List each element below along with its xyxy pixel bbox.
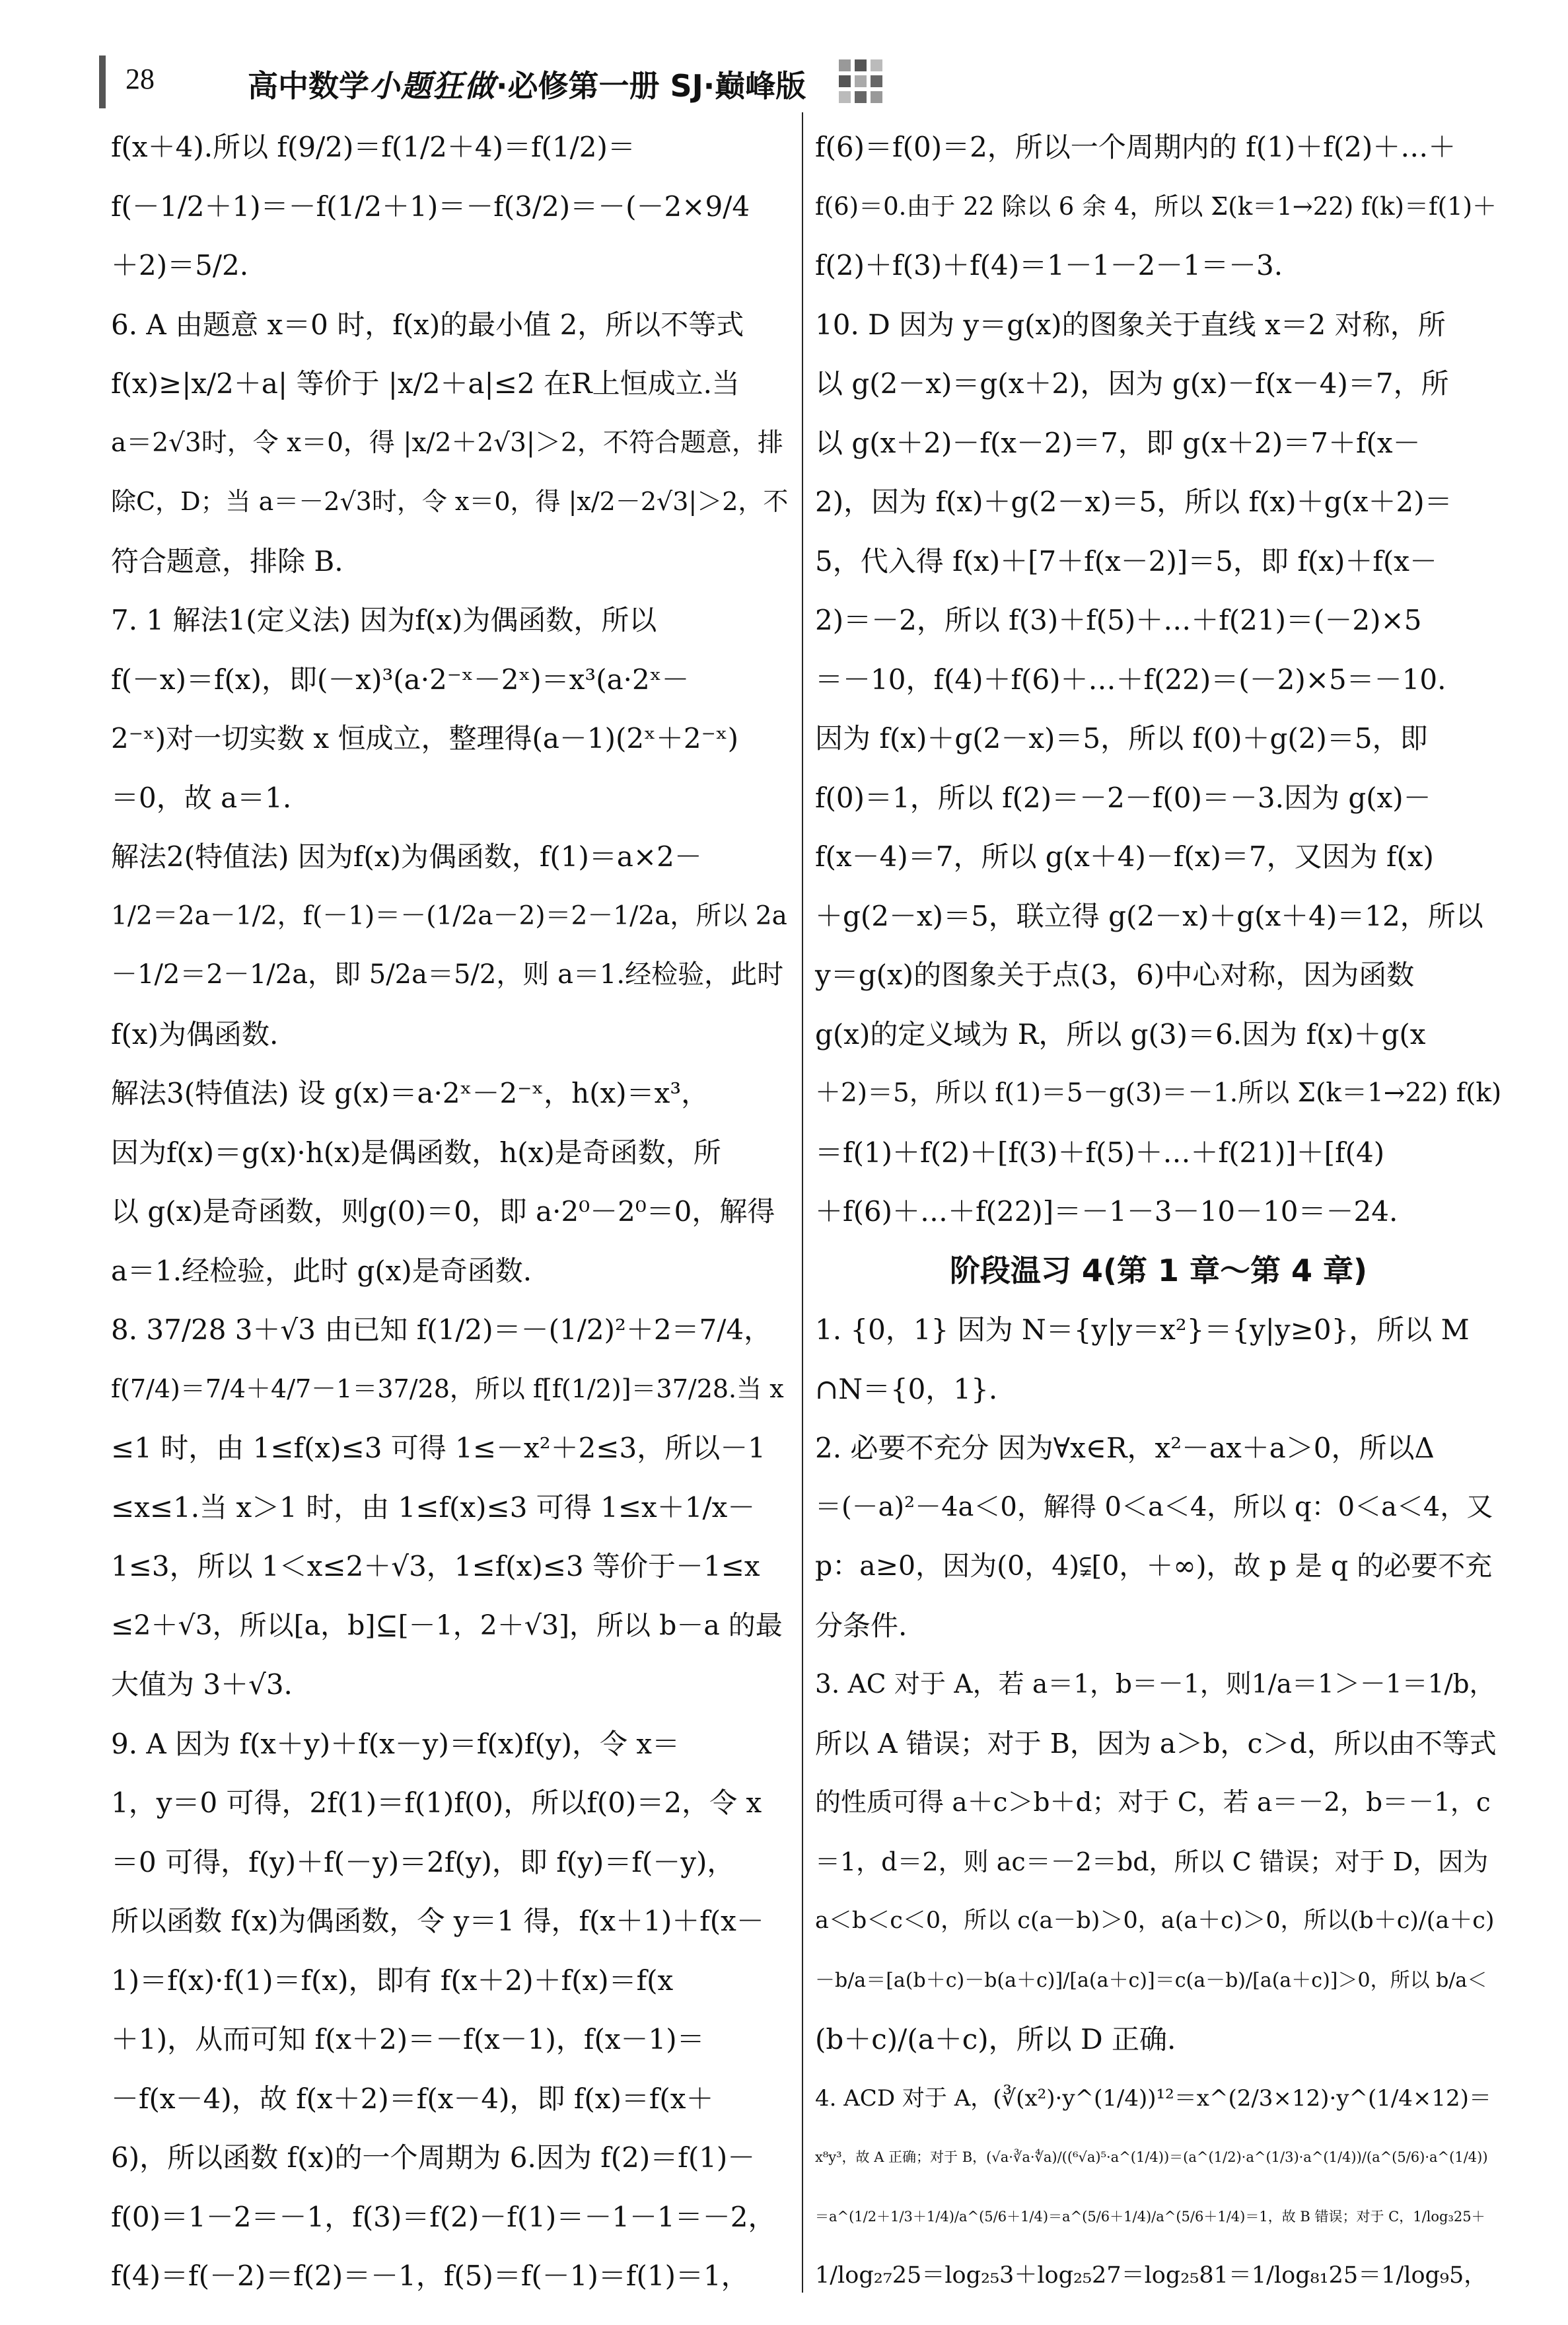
text-line: f(x＋4).所以 f(9/2)＝f(1/2＋4)＝f(1/2)＝ (111, 131, 635, 163)
title-suffix: ·必修第一册 SJ·巅峰版 (496, 68, 806, 104)
text-line: ＝f(1)＋f(2)＋[f(3)＋f(5)＋…＋f(21)]＋[f(4) (815, 1136, 1385, 1169)
text-line: 2)，因为 f(x)＋g(2－x)＝5，所以 f(x)＋g(x＋2)＝ (815, 486, 1452, 518)
header-bar (99, 55, 106, 108)
text-line: f(6)＝f(0)＝2，所以一个周期内的 f(1)＋f(2)＋…＋ (815, 131, 1456, 163)
text-line: 7. 1 解法1(定义法) 因为f(x)为偶函数，所以 (111, 604, 657, 636)
text-line: 符合题意，排除 B. (111, 544, 343, 577)
text-line: f(x－4)＝7，所以 g(x＋4)－f(x)＝7，又因为 f(x) (815, 840, 1434, 873)
text-line: 以 g(x)是奇函数，则g(0)＝0，即 a·2⁰－2⁰＝0，解得 (111, 1195, 775, 1228)
text-line: 的性质可得 a＋c＞b＋d；对于 C，若 a＝－2，b＝－1，c (815, 1788, 1491, 1818)
left-column (111, 118, 798, 2306)
book-title (248, 62, 806, 106)
grid-logo-icon (839, 59, 882, 103)
text-line: 2. 必要不充分 因为∀x∈R，x²－ax＋a＞0，所以Δ (815, 1432, 1435, 1464)
text-line: f(4)＝f(－2)＝f(2)＝－1，f(5)＝f(－1)＝f(1)＝1， (111, 2260, 749, 2292)
text-line: ＝1，d＝2，则 ac＝－2＝bd，所以 C 错误；对于 D，因为 (815, 1847, 1489, 1876)
text-line: ∩N＝{0，1}. (815, 1372, 998, 1405)
text-line: ＋2)＝5/2. (111, 249, 249, 281)
text-line: 因为f(x)＝g(x)·h(x)是偶函数，h(x)是奇函数，所 (111, 1136, 721, 1169)
text-line: f(2)＋f(3)＋f(4)＝1－1－2－1＝－3. (815, 249, 1283, 281)
text-line: 解法3(特值法) 设 g(x)＝a·2ˣ－2⁻ˣ，h(x)＝x³， (111, 1077, 709, 1109)
section-title: 阶段温习 4(第 1 章～第 4 章) (949, 1252, 1368, 1288)
text-line: 除C，D；当 a＝－2√3时，令 x＝0，得 |x/2－2√3|＞2，不 (111, 487, 789, 516)
text-line: 8. 37/28 3＋√3 由已知 f(1/2)＝－(1/2)²＋2＝7/4， (111, 1313, 772, 1346)
text-line: 6)，所以函数 f(x)的一个周期为 6.因为 f(2)＝f(1)－ (111, 2141, 756, 2174)
text-line: ≤x≤1.当 x＞1 时，由 1≤f(x)≤3 可得 1≤x＋1/x－ (111, 1491, 756, 1524)
page-number: 28 (125, 63, 155, 95)
text-line: 以 g(x＋2)－f(x－2)＝7，即 g(x＋2)＝7＋f(x－ (815, 426, 1421, 459)
text-line: ≤2＋√3，所以[a，b]⊆[－1，2＋√3]，所以 b－a 的最 (111, 1609, 783, 1641)
text-line: 3. AC 对于 A，若 a＝1，b＝－1，则1/a＝1＞－1＝1/b， (815, 1670, 1495, 1699)
title-prefix: 高中数学 (248, 68, 369, 104)
text-line: 1≤3，所以 1＜x≤2＋√3，1≤f(x)≤3 等价于－1≤x (111, 1550, 760, 1582)
text-line: g(x)的定义域为 R，所以 g(3)＝6.因为 f(x)＋g(x (815, 1017, 1426, 1051)
text-line: ＝－10，f(4)＋f(6)＋…＋f(22)＝(－2)×5＝－10. (815, 663, 1446, 696)
right-column (815, 118, 1502, 2306)
text-line: 2⁻ˣ)对一切实数 x 恒成立，整理得(a－1)(2ˣ＋2⁻ˣ) (111, 722, 738, 755)
text-line: 解法2(特值法) 因为f(x)为偶函数，f(1)＝a×2－ (111, 840, 702, 873)
text-line: 4. ACD 对于 A，(∛(x²)·y^(1/4))¹²＝x^(2/3×12)·y^(1/4×12)＝ (815, 2085, 1491, 2112)
text-line: ＝0 可得，f(y)＋f(－y)＝2f(y)，即 f(y)＝f(－y)， (111, 1845, 735, 1878)
column-divider (802, 112, 803, 2293)
text-line: 2)＝－2，所以 f(3)＋f(5)＋…＋f(21)＝(－2)×5 (815, 604, 1422, 636)
text-line: ＝a^(1/2＋1/3＋1/4)/a^(5/6＋1/4)＝a^(5/6＋1/4)/a^(5/6＋1/4)＝1，故 B 错误；对于 C，1/log₃25＋ (815, 2208, 1485, 2225)
text-line: 1/2＝2a－1/2，f(－1)＝－(1/2a－2)＝2－1/2a，所以 2a (111, 901, 787, 931)
text-line: －f(x－4)，故 f(x＋2)＝f(x－4)，即 f(x)＝f(x＋ (111, 2082, 714, 2115)
text-line: －1/2＝2－1/2a，即 5/2a＝5/2，则 a＝1.经检验，此时 (111, 959, 784, 990)
text-line: a＜b＜c＜0，所以 c(a－b)＞0，a(a＋c)＞0，所以(b＋c)/(a＋c) (815, 1907, 1495, 1934)
text-line: ＋f(6)＋…＋f(22)]＝－1－3－10－10＝－24. (815, 1195, 1398, 1228)
text-line: 6. A 由题意 x＝0 时，f(x)的最小值 2，所以不等式 (111, 308, 744, 341)
text-line: f(7/4)＝7/4＋4/7－1＝37/28，所以 f[f(1/2)]＝37/28.当 x (111, 1374, 784, 1403)
text-line: 1/log₂₇25＝log₂₅3＋log₂₅27＝log₂₅81＝1/log₈₁25＝1/log₉5， (815, 2262, 1487, 2289)
text-line: 9. A 因为 f(x＋y)＋f(x－y)＝f(x)f(y)，令 x＝ (111, 1727, 680, 1760)
text-line: f(x)为偶函数. (111, 1017, 279, 1051)
text-line: f(－1/2＋1)＝－f(1/2＋1)＝－f(3/2)＝－(－2×9/4 (111, 190, 750, 223)
text-line: 大值为 3＋√3. (111, 1668, 293, 1701)
text-line: ＋1)，从而可知 f(x＋2)＝－f(x－1)，f(x－1)＝ (111, 2023, 705, 2055)
text-line: (b＋c)/(a＋c)，所以 D 正确. (815, 2023, 1176, 2055)
text-line: 以 g(2－x)＝g(x＋2)，因为 g(x)－f(x－4)＝7，所 (815, 367, 1449, 400)
text-line: 1)＝f(x)·f(1)＝f(x)，即有 f(x＋2)＋f(x)＝f(x (111, 1964, 674, 1997)
text-line: a＝1.经检验，此时 g(x)是奇函数. (111, 1254, 532, 1287)
text-line: 因为 f(x)＋g(2－x)＝5，所以 f(0)＋g(2)＝5，即 (815, 722, 1428, 755)
text-line: x⁸y³，故 A 正确；对于 B，(√a·∛a·∜a)/((⁶√a)⁵·a^(1/4))＝(a^(1/2)·a^(1/3)·a^(1/4))/(a^(5/6)·a^(1/4)) (815, 2149, 1488, 2165)
text-line: a＝2√3时，令 x＝0，得 |x/2＋2√3|＞2，不符合题意，排 (111, 427, 783, 458)
text-line: 所以 A 错误；对于 B，因为 a＞b，c＞d，所以由不等式 (815, 1727, 1497, 1759)
text-line: －b/a＝[a(b＋c)－b(a＋c)]/[a(a＋c)]＝c(a－b)/[a(a＋c)]＞0，所以 b/a＜ (815, 1968, 1487, 1992)
text-line: f(0)＝1，所以 f(2)＝－2－f(0)＝－3.因为 g(x)－ (815, 781, 1431, 814)
text-line: 1，y＝0 可得，2f(1)＝f(1)f(0)，所以f(0)＝2，令 x (111, 1787, 762, 1819)
text-line: ＝0，故 a＝1. (111, 781, 292, 814)
text-line: f(－x)＝f(x)，即(－x)³(a·2⁻ˣ－2ˣ)＝x³(a·2ˣ－ (111, 663, 690, 696)
text-line: 分条件. (815, 1609, 908, 1642)
text-line: f(6)＝0.由于 22 除以 6 余 4，所以 Σ(k＝1→22) f(k)＝f(1)＋ (815, 192, 1497, 221)
text-line: ＋2)＝5，所以 f(1)＝5－g(3)＝－1.所以 Σ(k＝1→22) f(k) (815, 1078, 1502, 1108)
text-line: ＝(－a)²－4a＜0，解得 0＜a＜4，所以 q：0＜a＜4，又 (815, 1491, 1493, 1522)
text-line: y＝g(x)的图象关于点(3，6)中心对称，因为函数 (815, 959, 1415, 991)
brand-logo-text: 小题狂做 (369, 68, 496, 104)
text-line: f(0)＝1－2＝－1，f(3)＝f(2)－f(1)＝－1－1＝－2， (111, 2200, 776, 2233)
text-line: ≤1 时，由 1≤f(x)≤3 可得 1≤－x²＋2≤3，所以－1 (111, 1432, 766, 1464)
text-line: 5，代入得 f(x)＋[7＋f(x－2)]＝5，即 f(x)＋f(x－ (815, 544, 1437, 577)
text-line: f(x)≥|x/2＋a| 等价于 |x/2＋a|≤2 在R上恒成立.当 (111, 367, 740, 400)
text-line: p：a≥0，因为(0，4)⫋[0，＋∞)，故 p 是 q 的必要不充 (815, 1550, 1493, 1582)
text-line: ＋g(2－x)＝5，联立得 g(2－x)＋g(x＋4)＝12，所以 (815, 899, 1483, 932)
text-line: 1. {0，1} 因为 N＝{y|y＝x²}＝{y|y≥0}，所以 M (815, 1313, 1470, 1346)
text-line: 10. D 因为 y＝g(x)的图象关于直线 x＝2 对称，所 (815, 308, 1446, 341)
page-header (99, 55, 1552, 108)
text-line: 所以函数 f(x)为偶函数，令 y＝1 得，f(x＋1)＋f(x－ (111, 1905, 764, 1937)
